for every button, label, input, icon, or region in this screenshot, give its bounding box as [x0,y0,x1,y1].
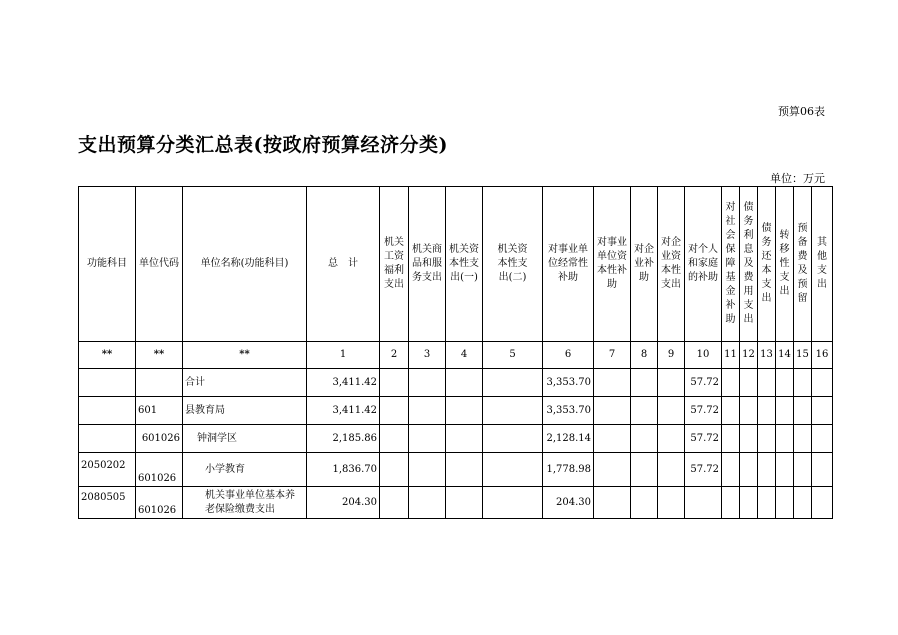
cell-code: 601026 [136,425,183,453]
cell-c6: 2,128.14 [543,425,594,453]
table-row [79,425,833,453]
col-header-c13: 债务还本支出 [758,187,776,342]
form-number: 预算06表 [778,105,825,118]
cell-function [79,369,136,397]
col-no: ** [183,342,307,369]
col-header-c6: 对事业单位经常性补助 [543,187,594,342]
col-no: ** [79,342,136,369]
cell-c10: 57.72 [685,453,722,487]
cell-name: 钟洞学区 [183,425,307,453]
page-title: 支出预算分类汇总表(按政府预算经济分类) [78,134,448,156]
cell-c6: 3,353.70 [543,369,594,397]
cell-function [79,425,136,453]
col-no: 6 [543,342,594,369]
col-header-c16: 其他支出 [812,187,833,342]
col-no: 11 [722,342,740,369]
col-no: 14 [776,342,794,369]
cell-code: 601026 [136,487,183,519]
cell-name: 县教育局 [183,397,307,425]
col-no: ** [136,342,183,369]
col-no: 9 [658,342,685,369]
col-no: 5 [483,342,543,369]
table-row [79,453,833,487]
col-header-c7: 对事业单位资本性补助 [594,187,631,342]
cell-function: 2080505 [79,487,136,519]
col-header-c15: 预备费及预留 [794,187,812,342]
cell-code [136,369,183,397]
col-header-c9: 对企业资本性支出 [658,187,685,342]
col-no: 8 [631,342,658,369]
col-no: 15 [794,342,812,369]
expenditure-table [78,186,833,519]
column-number-row [79,342,833,369]
col-no: 16 [812,342,833,369]
col-header-c2: 机关工资福利支出 [380,187,409,342]
col-no: 1 [307,342,380,369]
cell-c10 [685,487,722,519]
col-no: 3 [409,342,446,369]
cell-c6: 1,778.98 [543,453,594,487]
col-no: 12 [740,342,758,369]
cell-c6: 3,353.70 [543,397,594,425]
cell-total: 2,185.86 [307,425,380,453]
col-header-unit-code: 单位代码 [136,187,183,342]
col-no: 10 [685,342,722,369]
col-header-c14: 转移性支出 [776,187,794,342]
col-header-function: 功能科目 [79,187,136,342]
col-no: 13 [758,342,776,369]
cell-c10: 57.72 [685,425,722,453]
unit-label: 单位：万元 [770,172,825,185]
cell-name: 机关事业单位基本养老保险缴费支出 [183,487,307,519]
cell-code: 601026 [136,453,183,487]
table-row [79,487,833,519]
col-header-c5: 机关资本性支出(二) [483,187,543,342]
table-row [79,397,833,425]
cell-function [79,397,136,425]
col-header-c11: 对社会保障基金补助 [722,187,740,342]
col-header-total: 总 计 [307,187,380,342]
col-header-c3: 机关商品和服务支出 [409,187,446,342]
cell-c10: 57.72 [685,397,722,425]
col-header-c12: 债务利息及费用支出 [740,187,758,342]
header-row [79,187,833,342]
cell-name: 合计 [183,369,307,397]
col-header-unit-name: 单位名称(功能科目) [183,187,307,342]
col-header-c8: 对企业补助 [631,187,658,342]
cell-total: 3,411.42 [307,397,380,425]
cell-function: 2050202 [79,453,136,487]
col-header-c10: 对个人和家庭的补助 [685,187,722,342]
col-no: 4 [446,342,483,369]
table-row [79,369,833,397]
col-header-c4: 机关资本性支出(一) [446,187,483,342]
cell-name: 小学教育 [183,453,307,487]
cell-code: 601 [136,397,183,425]
cell-total: 1,836.70 [307,453,380,487]
cell-c6: 204.30 [543,487,594,519]
cell-c10: 57.72 [685,369,722,397]
cell-total: 204.30 [307,487,380,519]
cell-total: 3,411.42 [307,369,380,397]
col-no: 7 [594,342,631,369]
col-no: 2 [380,342,409,369]
